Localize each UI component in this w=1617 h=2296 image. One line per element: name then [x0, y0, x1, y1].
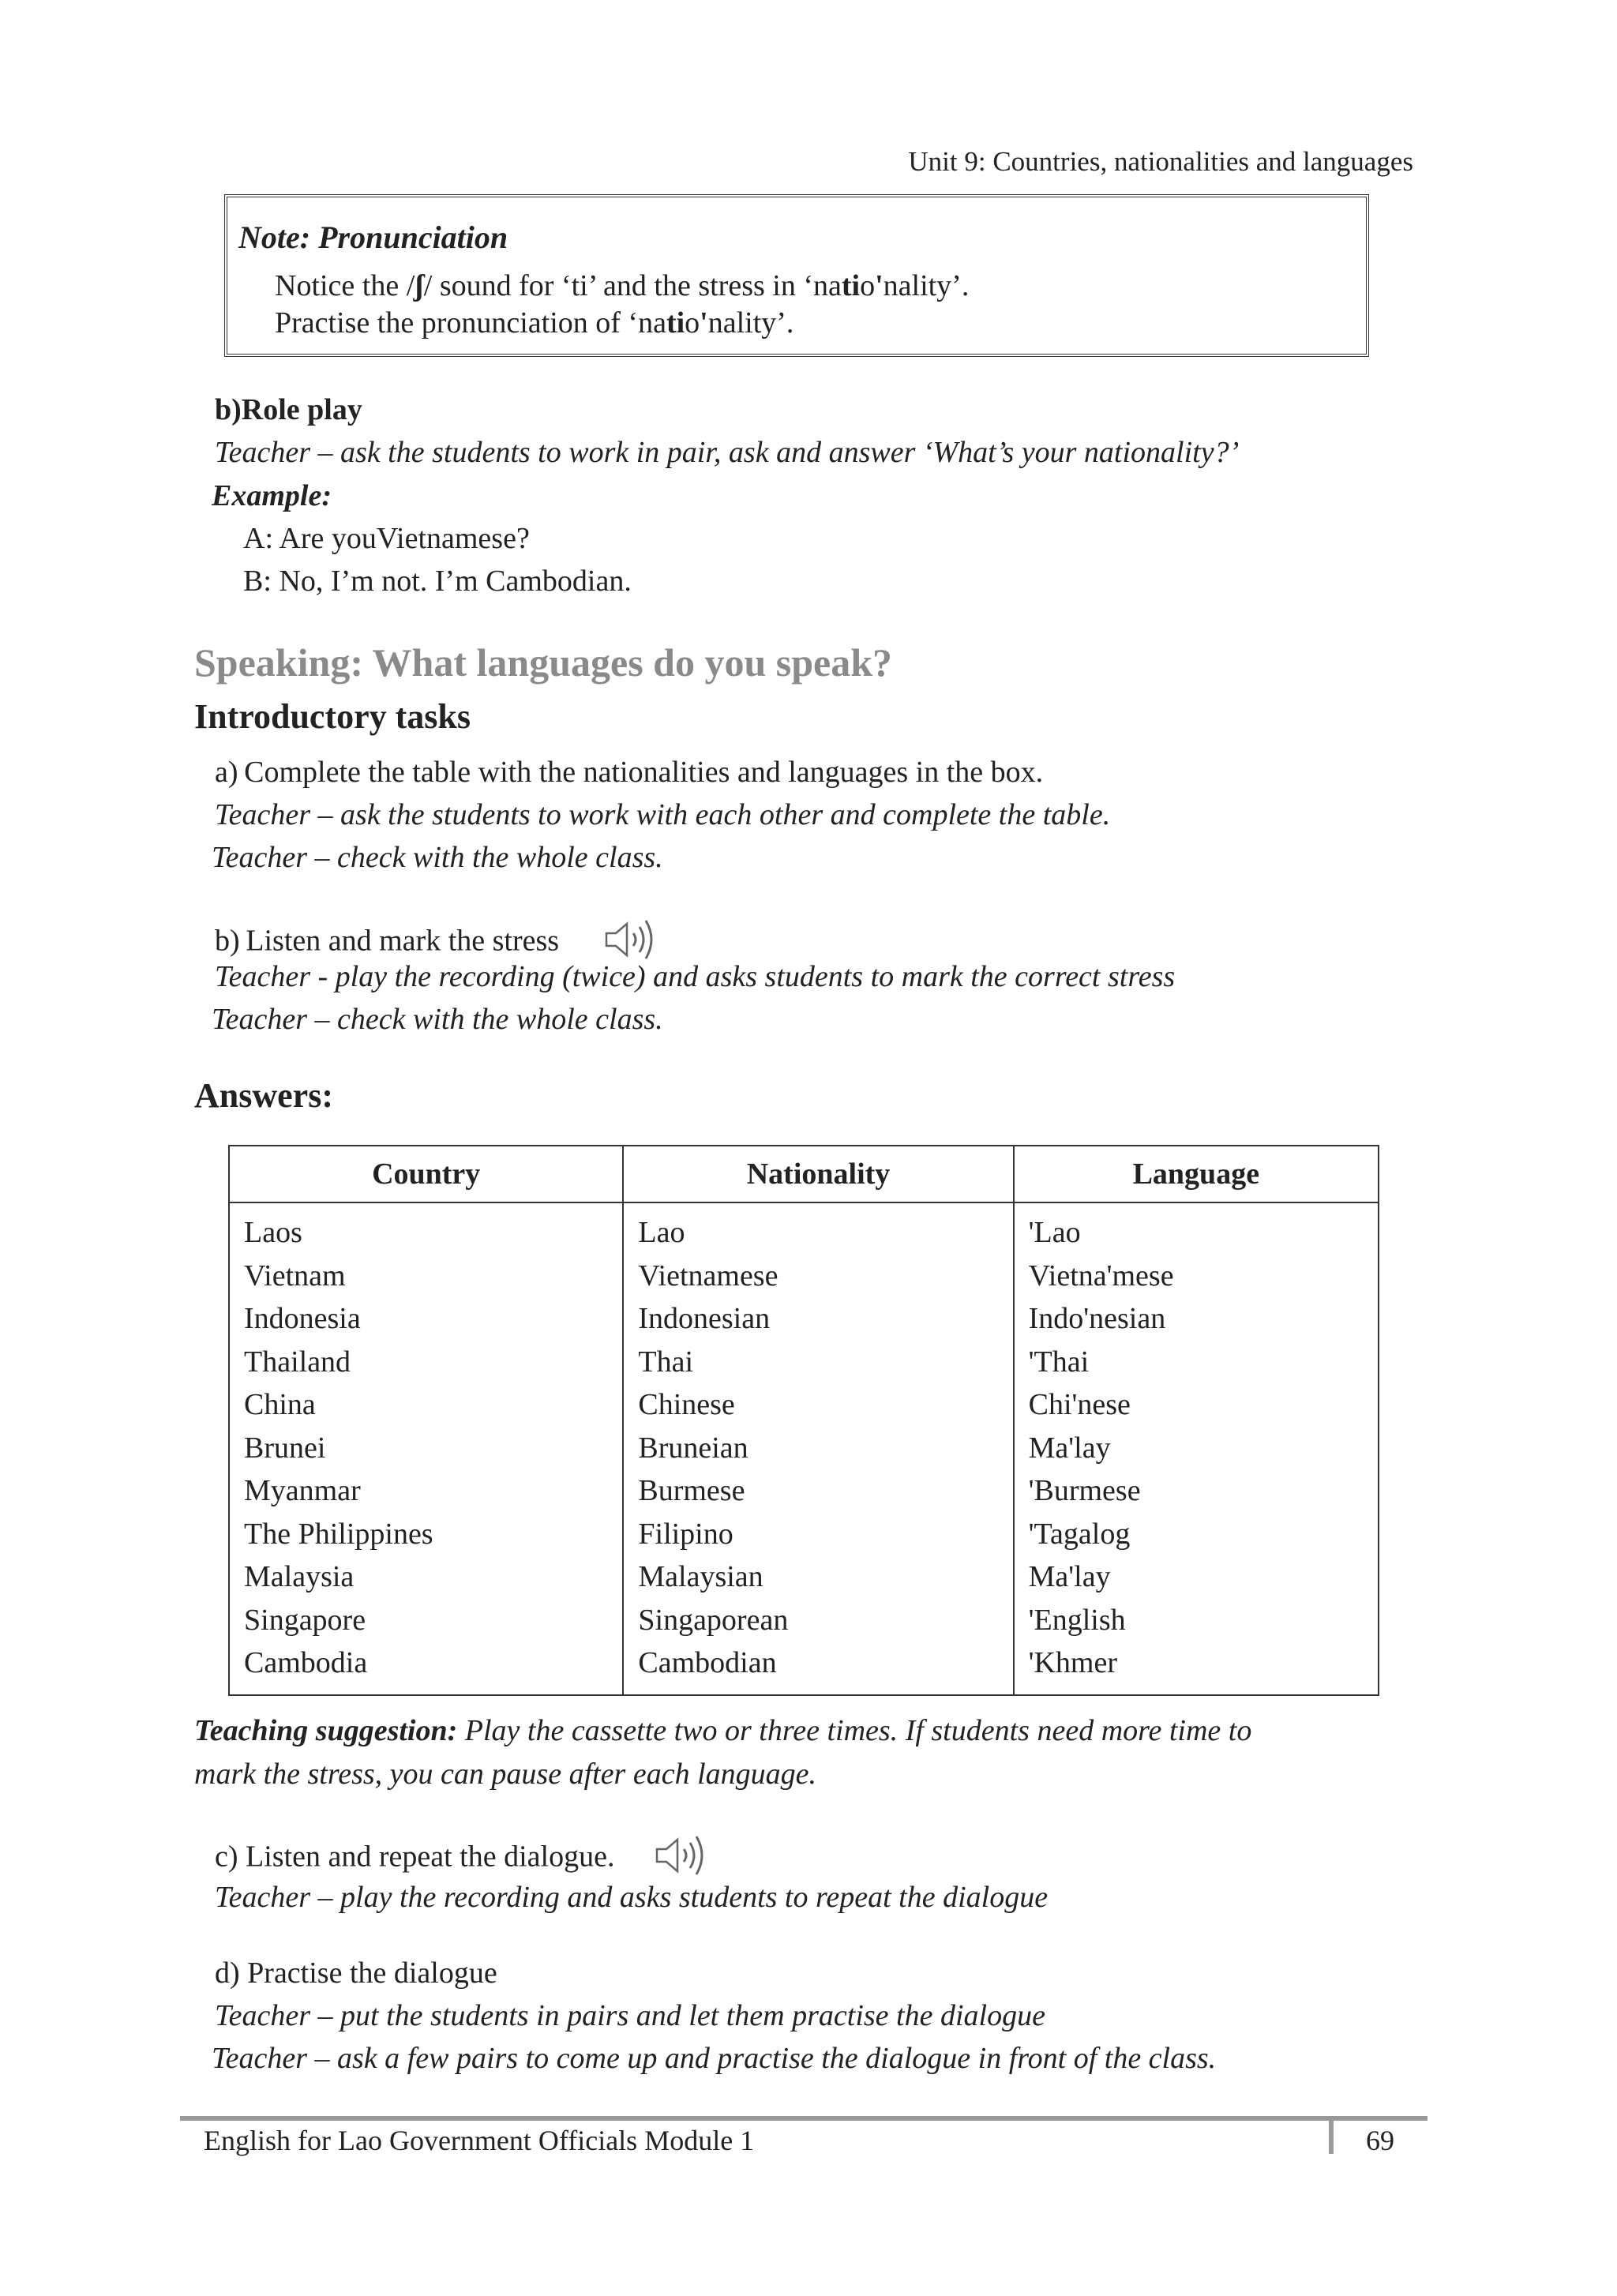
teaching-suggestion-line-2: mark the stress, you can pause after each language.	[194, 1758, 816, 1791]
language-column	[1014, 1202, 1379, 1695]
table-header-row	[229, 1146, 1379, 1202]
table-cell: Indonesia	[244, 1302, 361, 1335]
task-b: b) Listen and mark the stress	[215, 916, 662, 971]
footer-title: English for Lao Government Officials Module 1	[204, 2125, 755, 2156]
table-cell: 'Burmese	[1028, 1474, 1141, 1507]
country-column	[229, 1202, 623, 1695]
table-cell: Singapore	[244, 1603, 366, 1637]
table-cell: Ma'lay	[1028, 1560, 1111, 1593]
nationality-column	[623, 1202, 1013, 1695]
table-cell: Myanmar	[244, 1474, 361, 1507]
example-line-a: A: Are youVietnamese?	[243, 522, 530, 555]
table-cell: Bruneian	[638, 1431, 748, 1465]
footer-divider	[180, 2116, 1428, 2121]
table-row	[229, 1202, 1379, 1695]
column-header-nationality: Nationality	[623, 1146, 1013, 1202]
running-header: Unit 9: Countries, nationalities and languages	[908, 146, 1413, 177]
speaking-section-title: Speaking: What languages do you speak?	[194, 640, 893, 685]
table-cell: Thailand	[244, 1345, 351, 1379]
table-cell: Filipino	[638, 1517, 733, 1551]
task-c: c) Listen and repeat the dialogue.	[215, 1832, 712, 1887]
table-cell: Burmese	[638, 1474, 745, 1507]
teaching-suggestion-label: Teaching suggestion:	[194, 1714, 458, 1747]
table-cell: 'Thai	[1028, 1345, 1090, 1379]
table-cell: Malaysia	[244, 1560, 355, 1593]
task-d: d) Practise the dialogue	[215, 1956, 497, 1990]
table-cell: Ma'lay	[1028, 1431, 1111, 1465]
role-play-instruction: Teacher – ask the students to work in pair, ask and answer ‘What’s your nationality?’	[215, 436, 1240, 469]
table-cell: 'Lao	[1028, 1216, 1081, 1249]
introductory-tasks-heading: Introductory tasks	[194, 697, 471, 736]
table-cell: The Philippines	[244, 1517, 433, 1551]
table-cell: 'English	[1028, 1603, 1126, 1637]
task-c-teacher: Teacher – play the recording and asks students to repeat the dialogue	[215, 1881, 1049, 1914]
table-cell: 'Khmer	[1028, 1646, 1118, 1679]
column-header-language: Language	[1014, 1146, 1379, 1202]
table-cell: Vietnam	[244, 1259, 346, 1292]
role-play-heading: b)Role play	[215, 393, 362, 426]
task-b-teacher-1: Teacher - play the recording (twice) and asks students to mark the correct stress	[215, 960, 1176, 993]
table-cell: China	[244, 1388, 316, 1421]
task-a: a) Complete the table with the nationalities and languages in the box.	[215, 756, 1044, 789]
answers-heading: Answers:	[194, 1076, 333, 1115]
task-a-teacher-1: Teacher – ask the students to work with each other and complete the table.	[215, 798, 1111, 831]
column-header-country: Country	[229, 1146, 623, 1202]
page-number: 69	[1366, 2125, 1394, 2156]
table-cell: Singaporean	[638, 1603, 789, 1637]
note-line-2: Practise the pronunciation of ‘natio'nality’.	[275, 306, 794, 340]
table-cell: Cambodia	[244, 1646, 368, 1679]
table-cell: Laos	[244, 1216, 302, 1249]
footer-divider-tick	[1329, 2121, 1334, 2154]
table-cell: Malaysian	[638, 1560, 763, 1593]
example-line-b: B: No, I’m not. I’m Cambodian.	[243, 565, 632, 598]
table-cell: Chi'nese	[1028, 1388, 1131, 1421]
table-cell: Chinese	[638, 1388, 735, 1421]
answers-table	[228, 1145, 1379, 1696]
note-line-1: Notice the /ʃ/ sound for ‘ti’ and the stress in ‘natio'nality’.	[275, 269, 970, 302]
table-cell: Indonesian	[638, 1302, 771, 1335]
speaker-icon[interactable]	[654, 1832, 712, 1887]
task-a-teacher-2: Teacher – check with the whole class.	[212, 841, 663, 874]
table-cell: Indo'nesian	[1028, 1302, 1166, 1335]
example-label: Example:	[212, 479, 332, 512]
note-title: Note: Pronunciation	[238, 219, 508, 255]
teaching-suggestion-line-1: Teaching suggestion: Play the cassette two or three times. If students need more time to	[194, 1714, 1252, 1747]
table-cell: Brunei	[244, 1431, 326, 1465]
task-d-teacher-2: Teacher – ask a few pairs to come up and practise the dialogue in front of the class.	[212, 2042, 1217, 2075]
pronunciation-note-box	[224, 194, 1369, 357]
table-cell: Cambodian	[638, 1646, 777, 1679]
task-d-teacher-1: Teacher – put the students in pairs and let them practise the dialogue	[215, 1999, 1045, 2032]
table-cell: 'Tagalog	[1028, 1517, 1131, 1551]
table-cell: Lao	[638, 1216, 685, 1249]
table-cell: Vietna'mese	[1028, 1259, 1174, 1292]
task-b-teacher-2: Teacher – check with the whole class.	[212, 1003, 663, 1036]
table-cell: Thai	[638, 1345, 694, 1379]
table-cell: Vietnamese	[638, 1259, 778, 1292]
